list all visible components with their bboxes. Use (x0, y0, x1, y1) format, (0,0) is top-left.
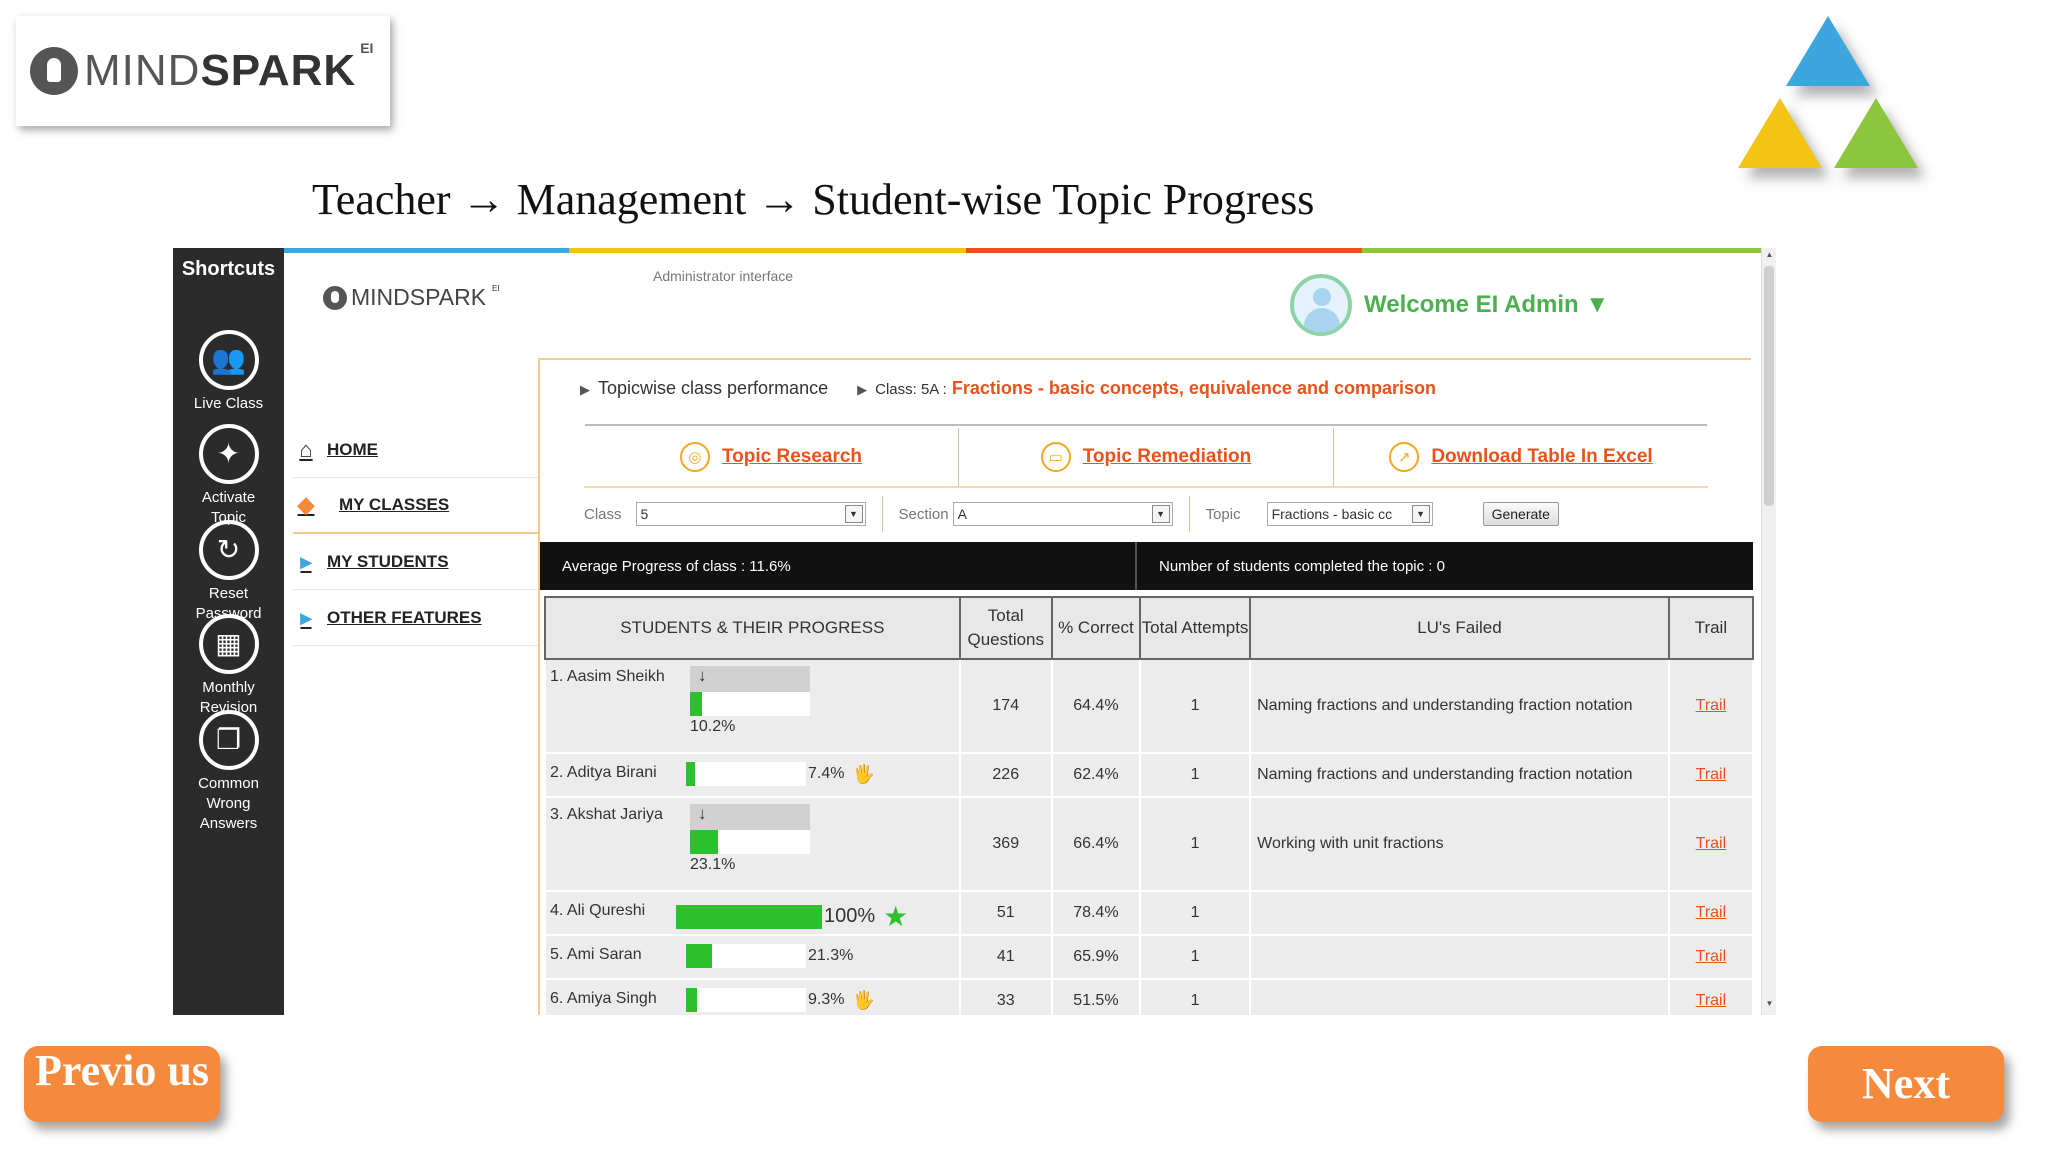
chevron-down-icon: ▼ (845, 505, 863, 523)
table-row (545, 979, 1753, 1015)
trail-link[interactable]: Trail (1695, 697, 1727, 714)
topic-select[interactable]: Fractions - basic cc ▼ (1267, 502, 1433, 526)
lu-failed (1250, 891, 1669, 935)
trail-link[interactable]: Trail (1695, 766, 1727, 783)
progress-fill (690, 692, 702, 716)
student-progress-cell (545, 891, 960, 935)
divider (585, 424, 1707, 426)
progress-label: 10.2% (690, 718, 736, 735)
shortcut-monthly-revision[interactable] (173, 614, 284, 718)
breadcrumb-topic: Fractions - basic concepts, equivalence and comparison (951, 378, 1436, 398)
progress-fill (686, 988, 697, 1012)
percent-correct: 51.5% (1052, 979, 1140, 1015)
progress-bar (690, 692, 810, 716)
action-bar (584, 428, 1708, 486)
home-icon: ⌂ (299, 436, 313, 462)
shortcut-activate-topic[interactable] (173, 424, 284, 528)
avatar (1290, 274, 1352, 336)
progress-fill (686, 762, 695, 786)
research-icon: ◎ (680, 442, 710, 472)
total-questions: 51 (960, 891, 1052, 935)
action-download-table-in-excel[interactable]: ↗ Download Table In Excel (1334, 428, 1708, 486)
lu-failed (1250, 935, 1669, 979)
reset-password-icon: ↻ (199, 520, 259, 580)
progress-fill (676, 905, 822, 929)
welcome-text[interactable]: Welcome EI Admin ▼ (1364, 291, 1610, 318)
activate-topic-icon: ✦ (199, 424, 259, 484)
remediation-icon: ▭ (1041, 442, 1071, 472)
shortcut-label: Monthly Revision (199, 679, 258, 716)
triangle-right-icon: ▶ (857, 382, 868, 397)
table-row (545, 797, 1753, 891)
student-progress-table (544, 596, 1754, 1015)
trail-link[interactable]: Trail (1695, 992, 1727, 1009)
action-topic-research[interactable]: ◎ Topic Research (584, 428, 959, 486)
progress-bar (686, 944, 806, 968)
hand-icon: 🖐 (852, 763, 875, 784)
total-attempts: 1 (1140, 659, 1250, 753)
chevron-down-icon: ▼ (1412, 505, 1430, 523)
star-icon: ★ (883, 901, 909, 932)
lightbulb-icon (30, 47, 78, 95)
nav-my-classes[interactable]: ◆ MY CLASSES (293, 478, 538, 534)
breadcrumb-class: Class: 5A : (875, 381, 947, 398)
breadcrumb-section[interactable]: Topicwise class performance (598, 378, 829, 398)
column-header: Trail (1669, 597, 1753, 659)
shortcut-label: Live Class (193, 395, 264, 412)
total-attempts: 1 (1140, 753, 1250, 797)
student-name: 4. Ali Qureshi (550, 902, 646, 919)
lu-failed (1250, 979, 1669, 1015)
percent-correct: 64.4% (1052, 659, 1140, 753)
admin-interface-label: Administrator interface (653, 268, 794, 284)
progress-label: 23.1% (690, 856, 736, 873)
table-row (545, 753, 1753, 797)
student-name: 1. Aasim Sheikh (550, 668, 665, 685)
triangle-yellow-icon (1738, 98, 1822, 168)
column-header: STUDENTS & THEIR PROGRESS (545, 597, 960, 659)
column-header: Total Attempts (1140, 597, 1250, 659)
percent-correct: 66.4% (1052, 797, 1140, 891)
scroll-up-icon[interactable]: ▲ (1765, 250, 1774, 259)
trail-link[interactable]: Trail (1695, 948, 1727, 965)
slide-title: Teacher → Management → Student-wise Topic Progress (312, 175, 1315, 224)
column-header: Total Questions (960, 597, 1052, 659)
monthly-revision-icon: ▦ (199, 614, 259, 674)
total-attempts: 1 (1140, 797, 1250, 891)
live-class-icon: 👥 (199, 330, 259, 390)
progress-label: 100% (824, 905, 876, 927)
students-completed: Number of students completed the topic : 0 (1159, 557, 1445, 575)
triangle-right-icon: ▸ (300, 548, 312, 574)
generate-button[interactable]: Generate (1483, 502, 1559, 526)
scrollbar-thumb[interactable] (1764, 266, 1774, 506)
hand-icon: 🖐 (852, 989, 875, 1010)
summary-bar (540, 542, 1753, 590)
progress-fill (686, 944, 712, 968)
average-progress: Average Progress of class : 11.6% (540, 542, 1137, 590)
student-name: 2. Aditya Birani (550, 764, 657, 781)
shortcuts-sidebar (173, 248, 284, 1015)
progress-label: 7.4% (808, 765, 845, 782)
common-wrong-answers-icon: ❐ (199, 710, 259, 770)
app-logo: MINDSPARK EI (323, 284, 500, 311)
main-panel (538, 358, 1751, 1015)
student-progress-cell (545, 935, 960, 979)
trail-link[interactable]: Trail (1695, 904, 1727, 921)
shortcut-label: Reset Password (195, 585, 262, 622)
student-progress-cell (545, 979, 960, 1015)
student-progress-cell (545, 659, 960, 753)
logo-text: MINDSPARK (84, 46, 357, 95)
total-attempts: 1 (1140, 891, 1250, 935)
mindspark-logo (16, 16, 390, 126)
tag-icon: ◆ (297, 492, 315, 517)
shortcut-label: Activate Topic (201, 489, 256, 526)
chevron-down-icon: ▼ (1152, 505, 1170, 523)
app-screenshot (173, 248, 1776, 1015)
shortcut-live-class[interactable] (173, 330, 284, 414)
filter-bar (584, 496, 1708, 532)
breadcrumb (580, 378, 1436, 399)
shortcut-reset-password[interactable] (173, 520, 284, 624)
student-progress-cell (545, 797, 960, 891)
class-select[interactable]: 5 ▼ (636, 502, 866, 526)
shortcut-common-wrong-answers[interactable] (173, 710, 284, 834)
left-nav (293, 422, 538, 646)
progress-bar (686, 762, 806, 786)
nav-my-students[interactable]: ▸ MY STUDENTS (293, 534, 538, 590)
arrow-down-icon: ↓ (690, 804, 810, 830)
user-menu[interactable] (1290, 274, 1609, 336)
action-topic-remediation[interactable]: ▭ Topic Remediation (959, 428, 1334, 486)
total-questions: 174 (960, 659, 1052, 753)
column-header: % Correct (1052, 597, 1140, 659)
shortcuts-title: Shortcuts (181, 258, 276, 280)
total-attempts: 1 (1140, 979, 1250, 1015)
total-questions: 41 (960, 935, 1052, 979)
progress-bar (676, 905, 822, 929)
progress-bar (686, 988, 806, 1012)
section-select[interactable]: A ▼ (953, 502, 1173, 526)
progress-label: 9.3% (808, 991, 845, 1008)
lu-failed: Naming fractions and understanding fraction notation (1250, 659, 1669, 753)
lu-failed: Working with unit fractions (1250, 797, 1669, 891)
percent-correct: 78.4% (1052, 891, 1140, 935)
student-progress-cell (545, 753, 960, 797)
table-row (545, 659, 1753, 753)
percent-correct: 62.4% (1052, 753, 1140, 797)
divider (584, 486, 1708, 488)
lightbulb-icon (323, 286, 347, 310)
triangle-blue-icon (1786, 16, 1870, 86)
nav-other-features[interactable]: ▸ OTHER FEATURES (293, 590, 538, 646)
progress-bar (690, 830, 810, 854)
trail-link[interactable]: Trail (1695, 835, 1727, 852)
shortcut-label: Common Wrong Answers (198, 775, 259, 832)
arrow-down-icon: ↓ (690, 666, 810, 692)
download-icon: ↗ (1389, 442, 1419, 472)
total-questions: 226 (960, 753, 1052, 797)
total-attempts: 1 (1140, 935, 1250, 979)
student-name: 5. Ami Saran (550, 946, 642, 963)
nav-home[interactable]: ⌂ HOME (293, 422, 538, 478)
scroll-down-icon[interactable]: ▼ (1765, 999, 1774, 1008)
student-name: 3. Akshat Jariya (550, 806, 663, 823)
triangle-right-icon: ▶ (580, 382, 590, 397)
table-row (545, 935, 1753, 979)
lu-failed: Naming fractions and understanding fraction notation (1250, 753, 1669, 797)
total-questions: 369 (960, 797, 1052, 891)
scrollbar[interactable] (1761, 248, 1776, 1015)
section-label: Section (898, 505, 949, 523)
column-header: LU's Failed (1250, 597, 1669, 659)
logo-sup: EI (360, 40, 374, 56)
triangle-right-icon: ▸ (300, 604, 312, 630)
total-questions: 33 (960, 979, 1052, 1015)
color-bar (284, 248, 1761, 253)
progress-fill (690, 830, 718, 854)
topic-label: Topic (1205, 505, 1241, 523)
percent-correct: 65.9% (1052, 935, 1140, 979)
triangle-green-icon (1834, 98, 1918, 168)
student-name: 6. Amiya Singh (550, 990, 657, 1007)
class-label: Class (584, 505, 622, 523)
progress-label: 21.3% (808, 947, 854, 964)
previous-button[interactable]: Previo us (24, 1046, 220, 1122)
table-row (545, 891, 1753, 935)
next-button[interactable]: Next (1808, 1046, 2004, 1122)
